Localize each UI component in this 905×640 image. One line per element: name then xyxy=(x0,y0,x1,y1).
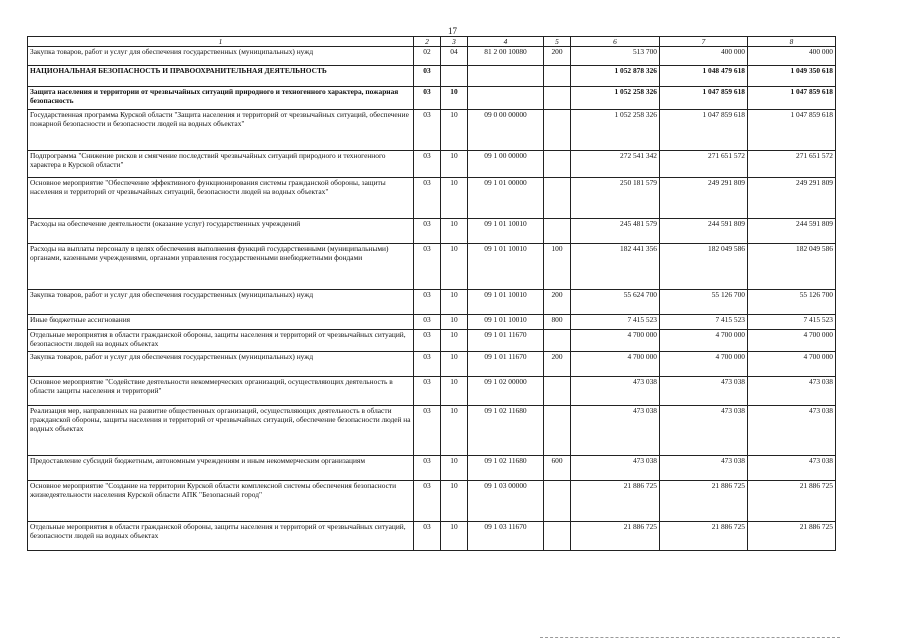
row-subsection: 10 xyxy=(441,290,468,315)
row-amount-year3: 4 700 000 xyxy=(748,330,836,352)
row-amount-year1: 21 886 725 xyxy=(571,481,660,522)
row-name: Иные бюджетные ассигнования xyxy=(28,315,414,330)
row-target-code: 09 1 01 10010 xyxy=(468,244,544,290)
row-section: 03 xyxy=(414,456,441,481)
row-name: Основное мероприятие "Обеспечение эффективного функционирования системы гражданской обороны, защиты населения и территорий от чрезвычайных ситуаций, безопасности людей на водных объектах" xyxy=(28,178,414,219)
row-section: 03 xyxy=(414,178,441,219)
row-expense-type: 800 xyxy=(544,315,571,330)
table-row xyxy=(28,315,836,330)
row-amount-year3: 400 000 xyxy=(748,47,836,66)
row-amount-year3: 473 038 xyxy=(748,377,836,406)
row-amount-year1: 513 700 xyxy=(571,47,660,66)
row-subsection: 10 xyxy=(441,87,468,110)
row-amount-year3: 21 886 725 xyxy=(748,522,836,551)
row-expense-type: 200 xyxy=(544,47,571,66)
table-row xyxy=(28,244,836,290)
table-row xyxy=(28,481,836,522)
row-name: Расходы на обеспечение деятельности (оказание услуг) государственных учреждений xyxy=(28,219,414,244)
row-expense-type xyxy=(544,110,571,151)
row-section: 03 xyxy=(414,110,441,151)
column-number: 5 xyxy=(544,37,571,47)
row-amount-year3: 21 886 725 xyxy=(748,481,836,522)
column-number: 3 xyxy=(441,37,468,47)
row-section: 03 xyxy=(414,66,441,87)
row-amount-year1: 7 415 523 xyxy=(571,315,660,330)
footer-rule xyxy=(540,637,840,638)
row-target-code xyxy=(468,87,544,110)
row-expense-type xyxy=(544,219,571,244)
row-target-code: 09 1 02 00000 xyxy=(468,377,544,406)
row-amount-year1: 473 038 xyxy=(571,377,660,406)
row-subsection xyxy=(441,66,468,87)
row-target-code: 09 1 01 10010 xyxy=(468,290,544,315)
column-number: 8 xyxy=(748,37,836,47)
row-name: Отдельные мероприятия в области гражданской обороны, защиты населения и территорий от чрезвычайных ситуаций, безопасности людей на водных объектах xyxy=(28,522,414,551)
column-number: 7 xyxy=(660,37,748,47)
row-amount-year1: 250 181 579 xyxy=(571,178,660,219)
row-amount-year2: 249 291 809 xyxy=(660,178,748,219)
row-amount-year3: 244 591 809 xyxy=(748,219,836,244)
row-subsection: 10 xyxy=(441,377,468,406)
row-amount-year2: 55 126 700 xyxy=(660,290,748,315)
row-section: 03 xyxy=(414,377,441,406)
row-amount-year2: 4 700 000 xyxy=(660,352,748,377)
row-subsection: 10 xyxy=(441,330,468,352)
row-subsection: 04 xyxy=(441,47,468,66)
row-subsection: 10 xyxy=(441,456,468,481)
row-subsection: 10 xyxy=(441,522,468,551)
row-target-code xyxy=(468,66,544,87)
row-section: 03 xyxy=(414,406,441,456)
column-number: 2 xyxy=(414,37,441,47)
row-amount-year3: 1 047 859 618 xyxy=(748,87,836,110)
row-name: Отдельные мероприятия в области гражданской обороны, защиты населения и территорий от чрезвычайных ситуаций, безопасности людей на водных объектах xyxy=(28,330,414,352)
row-amount-year3: 182 049 586 xyxy=(748,244,836,290)
table-row xyxy=(28,290,836,315)
row-name: НАЦИОНАЛЬНАЯ БЕЗОПАСНОСТЬ И ПРАВООХРАНИТЕЛЬНАЯ ДЕЯТЕЛЬНОСТЬ xyxy=(28,66,414,87)
row-name: Расходы на выплаты персоналу в целях обеспечения выполнения функций государственными (муниципальными) органами, казенными учреждениями, органами управления государственными внебюджетными фондами xyxy=(28,244,414,290)
row-expense-type: 100 xyxy=(544,244,571,290)
row-target-code: 09 1 01 10010 xyxy=(468,315,544,330)
column-number-row xyxy=(28,37,836,47)
row-subsection: 10 xyxy=(441,178,468,219)
row-expense-type xyxy=(544,87,571,110)
row-amount-year2: 473 038 xyxy=(660,377,748,406)
table-row xyxy=(28,178,836,219)
row-expense-type xyxy=(544,178,571,219)
table-row xyxy=(28,151,836,178)
row-section: 03 xyxy=(414,315,441,330)
row-amount-year1: 245 481 579 xyxy=(571,219,660,244)
table-row xyxy=(28,406,836,456)
row-amount-year3: 249 291 809 xyxy=(748,178,836,219)
row-amount-year2: 7 415 523 xyxy=(660,315,748,330)
row-target-code: 09 1 02 11680 xyxy=(468,456,544,481)
row-amount-year1: 1 052 258 326 xyxy=(571,87,660,110)
row-name: Подпрограмма "Снижение рисков и смягчение последствий чрезвычайных ситуаций природного и техногенного характера в Курской области" xyxy=(28,151,414,178)
row-subsection: 10 xyxy=(441,315,468,330)
row-amount-year1: 182 441 356 xyxy=(571,244,660,290)
row-target-code: 09 1 00 00000 xyxy=(468,151,544,178)
row-subsection: 10 xyxy=(441,110,468,151)
row-amount-year1: 55 624 700 xyxy=(571,290,660,315)
row-amount-year2: 4 700 000 xyxy=(660,330,748,352)
column-number: 1 xyxy=(28,37,414,47)
row-amount-year2: 473 038 xyxy=(660,406,748,456)
table-row xyxy=(28,377,836,406)
row-subsection: 10 xyxy=(441,219,468,244)
row-expense-type xyxy=(544,151,571,178)
row-amount-year3: 55 126 700 xyxy=(748,290,836,315)
row-amount-year1: 1 052 878 326 xyxy=(571,66,660,87)
row-section: 03 xyxy=(414,330,441,352)
row-target-code: 09 1 02 11680 xyxy=(468,406,544,456)
row-amount-year2: 1 047 859 618 xyxy=(660,87,748,110)
row-section: 03 xyxy=(414,481,441,522)
row-name: Основное мероприятие "Содействие деятельности некоммерческих организаций, осуществляющих деятельность в области защиты населения и территорий" xyxy=(28,377,414,406)
row-amount-year2: 182 049 586 xyxy=(660,244,748,290)
row-target-code: 09 1 01 11670 xyxy=(468,352,544,377)
column-number: 6 xyxy=(571,37,660,47)
row-amount-year2: 244 591 809 xyxy=(660,219,748,244)
row-expense-type xyxy=(544,66,571,87)
row-amount-year3: 1 047 859 618 xyxy=(748,110,836,151)
row-subsection: 10 xyxy=(441,481,468,522)
row-amount-year2: 21 886 725 xyxy=(660,481,748,522)
row-name: Реализация мер, направленных на развитие общественных организаций, осуществляющих деятельность в области гражданской обороны, защиты населения и территорий от чрезвычайных ситуаций, обеспечение безопасности людей на водных объектах xyxy=(28,406,414,456)
table-row xyxy=(28,47,836,66)
row-name: Закупка товаров, работ и услуг для обеспечения государственных (муниципальных) нужд xyxy=(28,47,414,66)
row-name: Государственная программа Курской области "Защита населения и территорий от чрезвычайных ситуаций, обеспечение пожарной безопасности и безопасности людей на водных объектах" xyxy=(28,110,414,151)
row-expense-type xyxy=(544,377,571,406)
row-amount-year1: 473 038 xyxy=(571,456,660,481)
row-amount-year2: 400 000 xyxy=(660,47,748,66)
row-subsection: 10 xyxy=(441,151,468,178)
row-amount-year1: 4 700 000 xyxy=(571,330,660,352)
row-amount-year3: 1 049 350 618 xyxy=(748,66,836,87)
table-row xyxy=(28,66,836,87)
budget-table xyxy=(27,36,836,551)
row-expense-type xyxy=(544,406,571,456)
row-amount-year3: 271 651 572 xyxy=(748,151,836,178)
row-expense-type: 200 xyxy=(544,352,571,377)
row-name: Основное мероприятие "Создание на территории Курской области комплексной системы обеспечения безопасности жизнедеятельности населения Курской области АПК "Безопасный город" xyxy=(28,481,414,522)
row-section: 03 xyxy=(414,522,441,551)
row-amount-year1: 4 700 000 xyxy=(571,352,660,377)
row-target-code: 09 1 01 00000 xyxy=(468,178,544,219)
row-amount-year3: 473 038 xyxy=(748,456,836,481)
row-amount-year1: 1 052 258 326 xyxy=(571,110,660,151)
row-subsection: 10 xyxy=(441,244,468,290)
row-section: 03 xyxy=(414,87,441,110)
table-row xyxy=(28,522,836,551)
table-row xyxy=(28,330,836,352)
row-target-code: 81 2 00 10080 xyxy=(468,47,544,66)
table-row xyxy=(28,87,836,110)
row-amount-year3: 7 415 523 xyxy=(748,315,836,330)
row-amount-year3: 473 038 xyxy=(748,406,836,456)
row-amount-year2: 21 886 725 xyxy=(660,522,748,551)
row-amount-year1: 21 886 725 xyxy=(571,522,660,551)
row-target-code: 09 1 01 10010 xyxy=(468,219,544,244)
table-row xyxy=(28,456,836,481)
row-expense-type: 600 xyxy=(544,456,571,481)
row-expense-type xyxy=(544,522,571,551)
row-amount-year2: 1 047 859 618 xyxy=(660,110,748,151)
row-name: Защита населения и территории от чрезвычайных ситуаций природного и техногенного характера, пожарная безопасность xyxy=(28,87,414,110)
row-section: 03 xyxy=(414,244,441,290)
row-amount-year1: 473 038 xyxy=(571,406,660,456)
page-number: 17 xyxy=(448,26,457,36)
row-subsection: 10 xyxy=(441,352,468,377)
row-amount-year1: 272 541 342 xyxy=(571,151,660,178)
row-section: 02 xyxy=(414,47,441,66)
row-target-code: 09 1 03 11670 xyxy=(468,522,544,551)
table-row xyxy=(28,352,836,377)
row-section: 03 xyxy=(414,290,441,315)
row-expense-type xyxy=(544,330,571,352)
row-amount-year2: 1 048 479 618 xyxy=(660,66,748,87)
table-row xyxy=(28,219,836,244)
row-section: 03 xyxy=(414,151,441,178)
row-expense-type xyxy=(544,481,571,522)
row-name: Закупка товаров, работ и услуг для обеспечения государственных (муниципальных) нужд xyxy=(28,352,414,377)
row-target-code: 09 1 03 00000 xyxy=(468,481,544,522)
row-amount-year2: 271 651 572 xyxy=(660,151,748,178)
column-number: 4 xyxy=(468,37,544,47)
row-subsection: 10 xyxy=(441,406,468,456)
row-section: 03 xyxy=(414,219,441,244)
row-amount-year2: 473 038 xyxy=(660,456,748,481)
row-name: Предоставление субсидий бюджетным, автономным учреждениям и иным некоммерческим организациям xyxy=(28,456,414,481)
row-expense-type: 200 xyxy=(544,290,571,315)
row-target-code: 09 0 00 00000 xyxy=(468,110,544,151)
row-section: 03 xyxy=(414,352,441,377)
row-amount-year3: 4 700 000 xyxy=(748,352,836,377)
row-target-code: 09 1 01 11670 xyxy=(468,330,544,352)
row-name: Закупка товаров, работ и услуг для обеспечения государственных (муниципальных) нужд xyxy=(28,290,414,315)
table-row xyxy=(28,110,836,151)
